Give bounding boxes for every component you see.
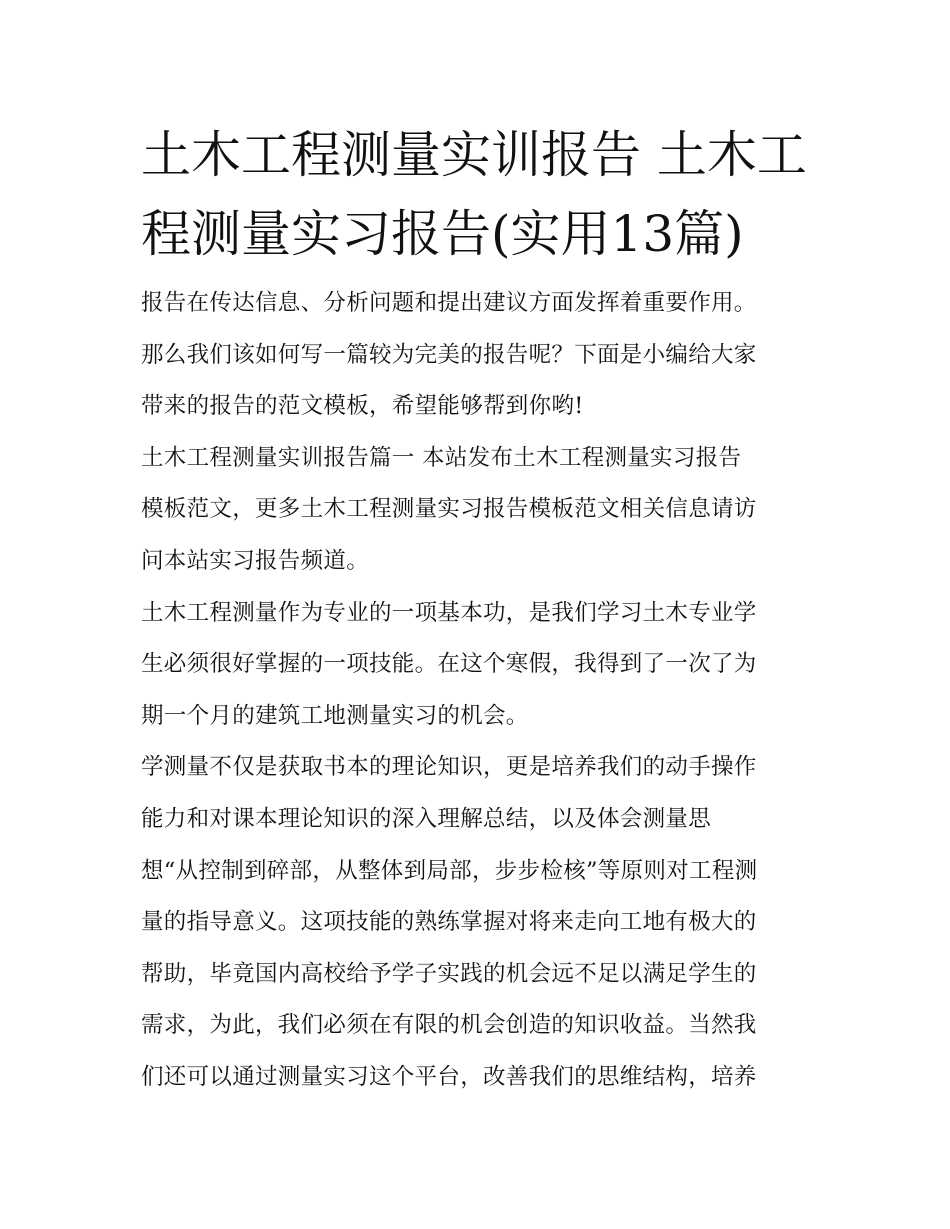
- body-line: 能力和对课本理论知识的深入理解总结，以及体会测量思: [141, 805, 712, 832]
- body-line: 期一个月的建筑工地测量实习的机会。: [141, 702, 529, 729]
- title-line-2: 程测量实习报告(实用13篇): [141, 205, 744, 263]
- body-line: 生必须很好掌握的一项技能。在这个寒假，我得到了一次了为: [141, 651, 757, 678]
- document-body: [141, 278, 831, 1104]
- body-line: 问本站实习报告频道。: [141, 547, 370, 574]
- body-line: 那么我们该如何写一篇较为完美的报告呢？下面是小编给大家: [141, 341, 757, 368]
- body-line: 模板范文，更多土木工程测量实习报告模板范文相关信息请访: [141, 496, 757, 523]
- body-line: 报告在传达信息、分析问题和提出建议方面发挥着重要作用。: [141, 290, 757, 316]
- body-line: 学测量不仅是获取书本的理论知识，更是培养我们的动手操作: [141, 754, 757, 781]
- body-line: 土木工程测量作为专业的一项基本功，是我们学习土木专业学: [141, 599, 757, 626]
- body-line: 带来的报告的范文模板，希望能够帮到你哟!: [141, 393, 584, 420]
- body-line: 们还可以通过测量实习这个平台，改善我们的思维结构，培养: [141, 1063, 757, 1090]
- document-title: [141, 116, 821, 274]
- body-line: 土木工程测量实训报告篇一 本站发布土木工程测量实习报告: [141, 444, 742, 471]
- body-line: 帮助，毕竟国内高校给予学子实践的机会远不足以满足学生的: [141, 960, 757, 987]
- title-line-1: 土木工程测量实训报告 土木工: [141, 126, 807, 184]
- body-line: 需求，为此，我们必须在有限的机会创造的知识收益。当然我: [141, 1012, 757, 1039]
- body-line: 想“从控制到碎部，从整体到局部，步步检核”等原则对工程测: [141, 857, 758, 884]
- body-line: 量的指导意义。这项技能的熟练掌握对将来走向工地有极大的: [141, 909, 757, 936]
